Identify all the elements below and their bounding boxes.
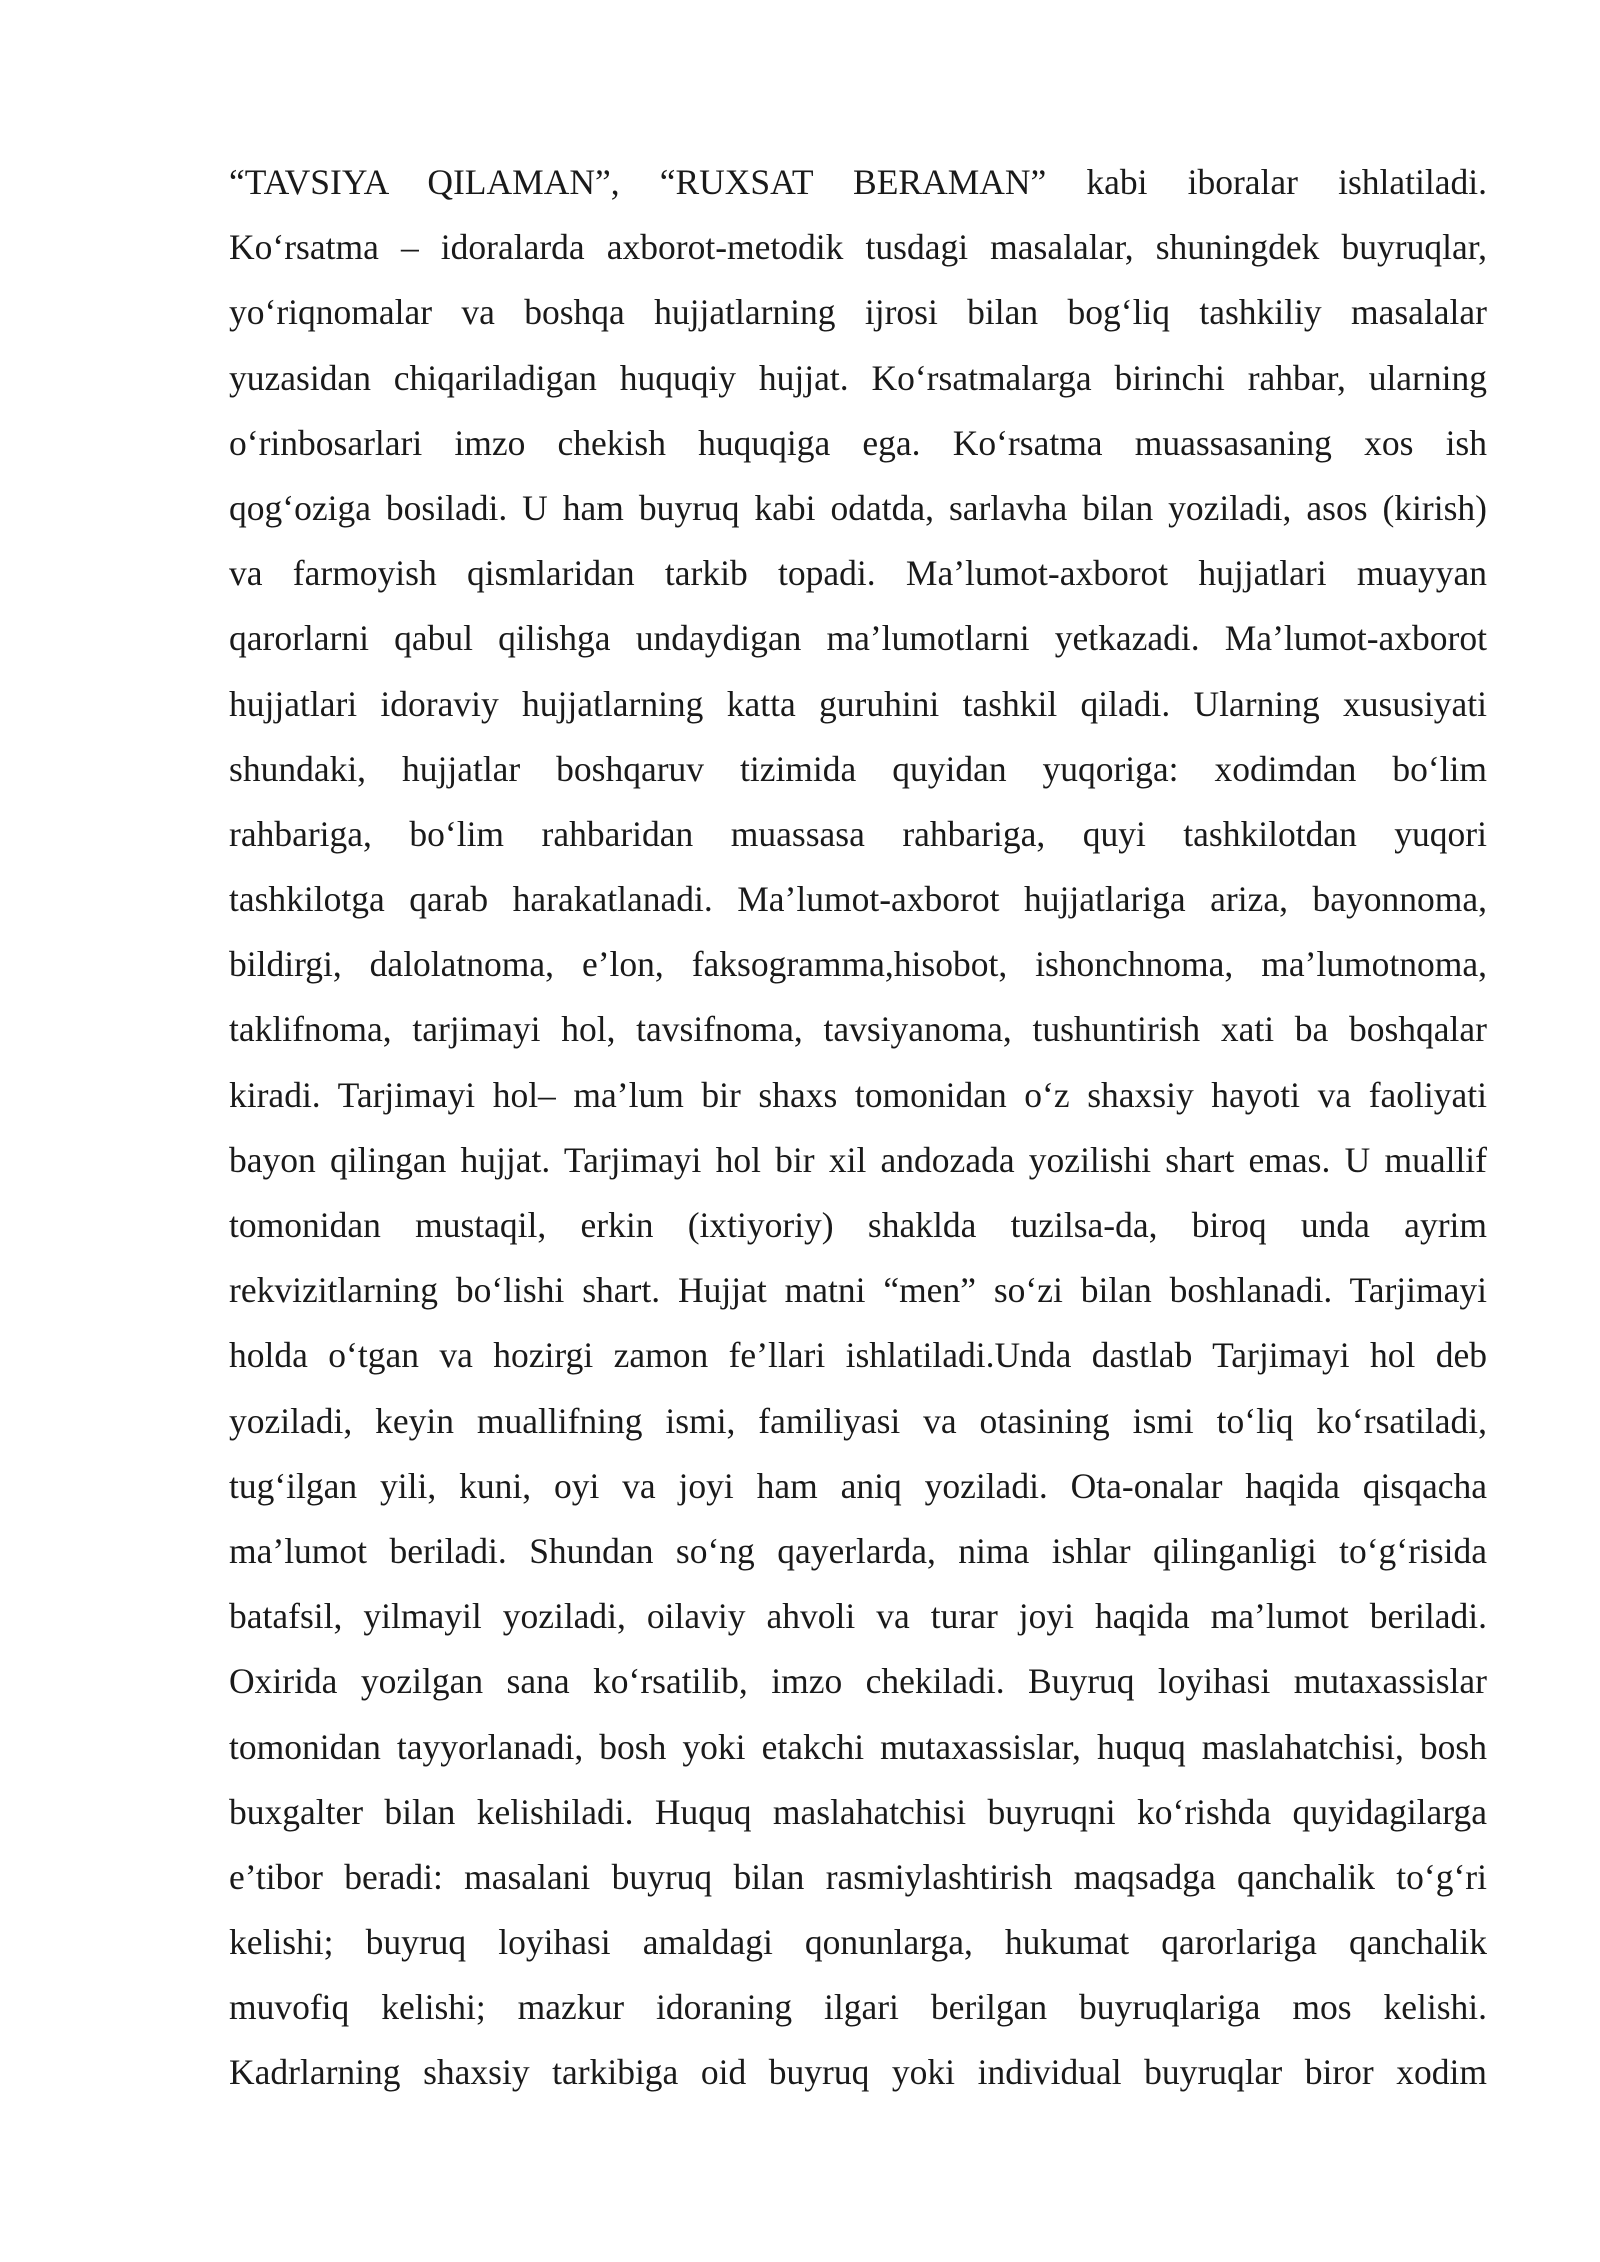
text-line: hujjatlari idoraviy hujjatlarning katta guruhini tashkil qiladi. Ularning xususiyati xyxy=(229,683,1487,724)
text-line: kiradi. Tarjimayi hol– ma’lum bir shaxs tomonidan o‘z shaxsiy hayoti va faoliyati xyxy=(229,1074,1487,1115)
text-line: qarorlarni qabul qilishga undaydigan ma’lumotlarni yetkazadi. Ma’lumot-axborot xyxy=(229,618,1487,659)
text-line: qog‘oziga bosiladi. U ham buyruq kabi odatda, sarlavha bilan yoziladi, asos (kirish) xyxy=(229,487,1487,528)
text-line: tug‘ilgan yili, kuni, oyi va joyi ham aniq yoziladi. Ota-onalar haqida qisqacha xyxy=(229,1465,1487,1506)
text-line: holda o‘tgan va hozirgi zamon fe’llari ishlatiladi.Unda dastlab Tarjimayi hol deb xyxy=(229,1335,1487,1376)
text-line: buxgalter bilan kelishiladi. Huquq maslahatchisi buyruqni ko‘rishda quyidagilarga xyxy=(229,1791,1487,1832)
text-line: bayon qilingan hujjat. Tarjimayi hol bir xil andozada yozilishi shart emas. U muallif xyxy=(229,1139,1487,1180)
text-line: shundaki, hujjatlar boshqaruv tizimida quyidan yuqoriga: xodimdan bo‘lim xyxy=(229,748,1487,789)
text-line: yo‘riqnomalar va boshqa hujjatlarning ijrosi bilan bog‘liq tashkiliy masalalar xyxy=(229,292,1487,333)
body-text xyxy=(229,150,1487,2106)
text-line: tomonidan mustaqil, erkin (ixtiyoriy) shaklda tuzilsa-da, biroq unda ayrim xyxy=(229,1205,1487,1245)
text-line: Oxirida yozilgan sana ko‘rsatilib, imzo chekiladi. Buyruq loyihasi mutaxassislar xyxy=(229,1661,1487,1702)
text-line: “TAVSIYA QILAMAN”, “RUXSAT BERAMAN” kabi iboralar ishlatiladi. xyxy=(229,162,1487,202)
text-line: Ko‘rsatma – idoralarda axborot-metodik tusdagi masalalar, shuningdek buyruqlar, xyxy=(229,227,1487,268)
text-line: batafsil, yilmayil yoziladi, oilaviy ahvoli va turar joyi haqida ma’lumot beriladi. xyxy=(229,1596,1487,1637)
text-line: rahbariga, bo‘lim rahbaridan muassasa rahbariga, quyi tashkilotdan yuqori xyxy=(229,813,1487,854)
text-line: Kadrlarning shaxsiy tarkibiga oid buyruq yoki individual buyruqlar biror xodim xyxy=(229,2052,1487,2093)
text-line: ma’lumot beriladi. Shundan so‘ng qayerlarda, nima ishlar qilinganligi to‘g‘risida xyxy=(229,1530,1487,1571)
text-line: kelishi; buyruq loyihasi amaldagi qonunlarga, hukumat qarorlariga qanchalik xyxy=(229,1922,1487,1963)
text-line: e’tibor beradi: masalani buyruq bilan rasmiylashtirish maqsadga qanchalik to‘g‘ri xyxy=(229,1856,1487,1897)
text-line: taklifnoma, tarjimayi hol, tavsifnoma, tavsiyanoma, tushuntirish xati ba boshqalar xyxy=(229,1009,1487,1050)
text-line: yuzasidan chiqariladigan huquqiy hujjat. Ko‘rsatmalarga birinchi rahbar, ularning xyxy=(229,357,1487,398)
text-line: tashkilotga qarab harakatlanadi. Ma’lumot-axborot hujjatlariga ariza, bayonnoma, xyxy=(229,879,1487,920)
text-line: va farmoyish qismlaridan tarkib topadi. Ma’lumot-axborot hujjatlari muayyan xyxy=(229,553,1487,594)
text-line: yoziladi, keyin muallifning ismi, familiyasi va otasining ismi to‘liq ko‘rsatiladi, xyxy=(229,1400,1487,1441)
text-line: rekvizitlarning bo‘lishi shart. Hujjat matni “men” so‘zi bilan boshlanadi. Tarjimayi xyxy=(229,1270,1487,1311)
text-line: muvofiq kelishi; mazkur idoraning ilgari berilgan buyruqlariga mos kelishi. xyxy=(229,1987,1487,2028)
text-line: bildirgi, dalolatnoma, e’lon, faksogramma,hisobot, ishonchnoma, ma’lumotnoma, xyxy=(229,944,1487,985)
text-line: o‘rinbosarlari imzo chekish huquqiga ega. Ko‘rsatma muassasaning xos ish xyxy=(229,422,1487,463)
text-line: tomonidan tayyorlanadi, bosh yoki etakchi mutaxassislar, huquq maslahatchisi, bosh xyxy=(229,1726,1487,1767)
